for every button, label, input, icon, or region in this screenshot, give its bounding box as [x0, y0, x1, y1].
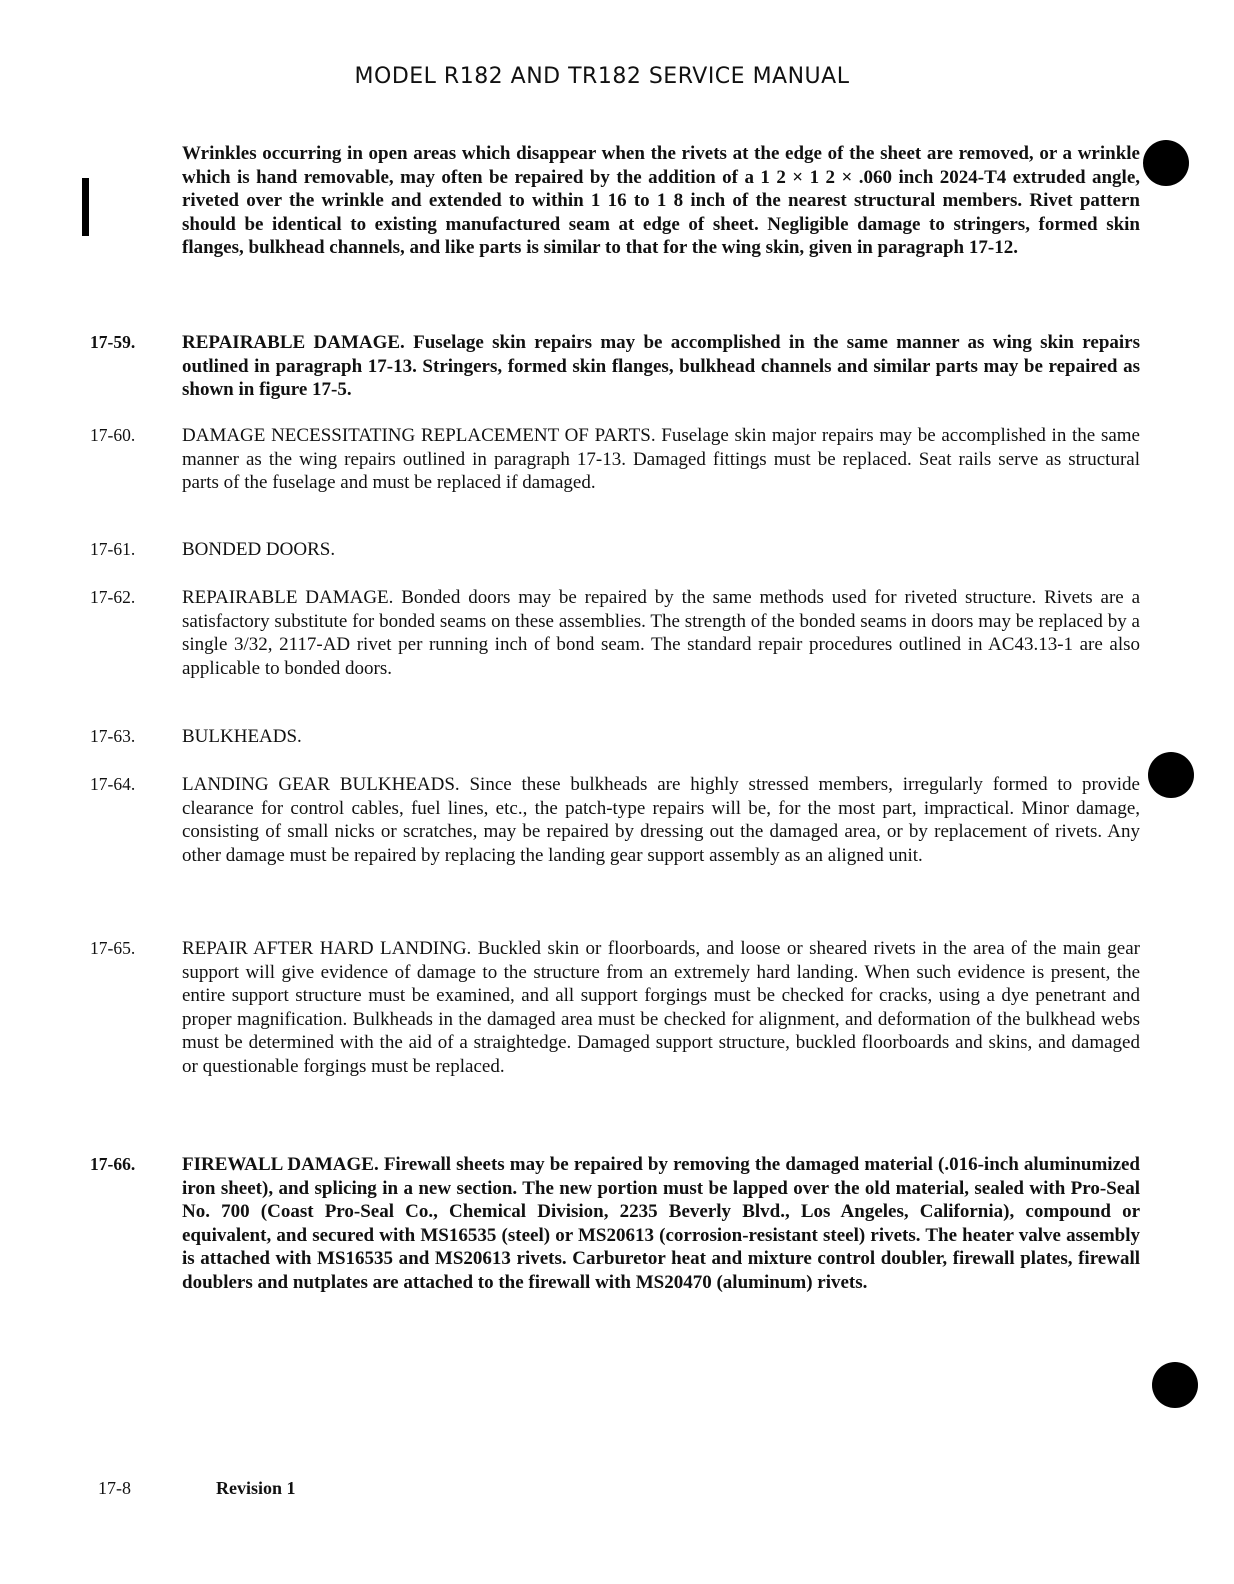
section-number: 17-65.: [90, 938, 136, 958]
section-number: 17-62.: [90, 587, 136, 607]
section-number: 17-61.: [90, 539, 136, 559]
section-17-63: [90, 725, 1140, 749]
page-title: MODEL R182 AND TR182 SERVICE MANUAL: [354, 64, 850, 89]
binder-hole-marker: [1143, 140, 1189, 186]
section-text: LANDING GEAR BULKHEADS. Since these bulkheads are highly stressed members, irregularly formed to provide clearance for control cables, fuel lines, etc., the patch-type repairs will be, for the most part, impractical. Minor damage, consisting of small nicks or scratches, may be repaired by dressing out the damaged area, or by replacement of rivets. Any other damage must be repaired by replacing the landing gear support assembly as an aligned unit.: [182, 774, 1140, 866]
section-number: 17-66.: [90, 1154, 136, 1174]
change-bar: [82, 178, 89, 236]
section-text: BULKHEADS.: [182, 726, 302, 747]
section-17-62: [90, 586, 1140, 680]
section-17-60: [90, 424, 1140, 495]
section-text: REPAIR AFTER HARD LANDING. Buckled skin or floorboards, and loose or sheared rivets in the area of the main gear support will give evidence of damage to the structure from an extremely hard landing. When such evidence is present, the entire support structure must be examined, and all support forgings must be checked for cracks, using a dye penetrant and proper magnification. Bulkheads in the damaged area must be checked for alignment, and deformation of the bulkhead webs must be determined with the aid of a straightedge. Damaged support structure, buckled floorboards and skins, and damaged or questionable forgings must be replaced.: [182, 938, 1140, 1077]
section-17-64: [90, 773, 1140, 867]
section-number: 17-59.: [90, 332, 136, 352]
section-17-59: [90, 331, 1140, 402]
section-text: FIREWALL DAMAGE. Firewall sheets may be repaired by removing the damaged material (.016-inch aluminumized iron sheet), and splicing in a new section. The new portion must be lapped over the old material, sealed with Pro-Seal No. 700 (Coast Pro-Seal Co., Chemical Division, 2235 Beverly Blvd., Los Angeles, California), compound or equivalent, and secured with MS16535 (steel) or MS20613 (corrosion-resistant steel) rivets. The heater valve assembly is attached with MS16535 and MS20613 rivets. Carburetor heat and mixture control doubler, firewall plates, firewall doublers and nutplates are attached to the firewall with MS20470 (aluminum) rivets.: [182, 1154, 1140, 1293]
binder-hole-marker: [1148, 752, 1194, 798]
section-number: 17-63.: [90, 726, 136, 746]
intro-paragraph: [90, 142, 1140, 260]
section-text: REPAIRABLE DAMAGE. Bonded doors may be repaired by the same methods used for riveted structure. Rivets are a satisfactory substitute for bonded seams on these assemblies. The strength of the bonded seams in doors may be replaced by a single 3/32, 2117-AD rivet per running inch of bond seam. The standard repair procedures outlined in AC43.13-1 are also applicable to bonded doors.: [182, 587, 1140, 679]
section-text: REPAIRABLE DAMAGE. Fuselage skin repairs may be accomplished in the same manner as wing skin repairs outlined in paragraph 17-13. Stringers, formed skin flanges, bulkhead channels and similar parts may be repaired as shown in figure 17-5.: [182, 332, 1140, 400]
section-17-61: [90, 538, 1140, 562]
intro-paragraph-text: Wrinkles occurring in open areas which disappear when the rivets at the edge of the sheet are removed, or a wrinkle which is hand removable, may often be repaired by the addition of a 1 2 × 1 2 × .060 inch 2024-T4 extruded angle, riveted over the wrinkle and extended to within 1 16 to 1 8 inch of the nearest structural members. Rivet pattern should be identical to existing manufactured seam at edge of sheet. Negligible damage to stringers, formed skin flanges, bulkhead channels, and like parts is similar to that for the wing skin, given in paragraph 17-12.: [182, 143, 1140, 258]
section-17-66: [90, 1153, 1140, 1294]
binder-hole-marker: [1152, 1362, 1198, 1408]
footer-page-number: 17-8: [98, 1478, 131, 1498]
footer-revision: Revision 1: [216, 1478, 296, 1498]
section-text: BONDED DOORS.: [182, 539, 336, 560]
section-17-65: [90, 937, 1140, 1078]
section-text: DAMAGE NECESSITATING REPLACEMENT OF PARTS. Fuselage skin major repairs may be accomplished in the same manner as the wing repairs outlined in paragraph 17-13. Damaged fittings must be replaced. Seat rails serve as structural parts of the fuselage and must be replaced if damaged.: [182, 425, 1140, 493]
section-number: 17-64.: [90, 774, 136, 794]
section-number: 17-60.: [90, 425, 136, 445]
